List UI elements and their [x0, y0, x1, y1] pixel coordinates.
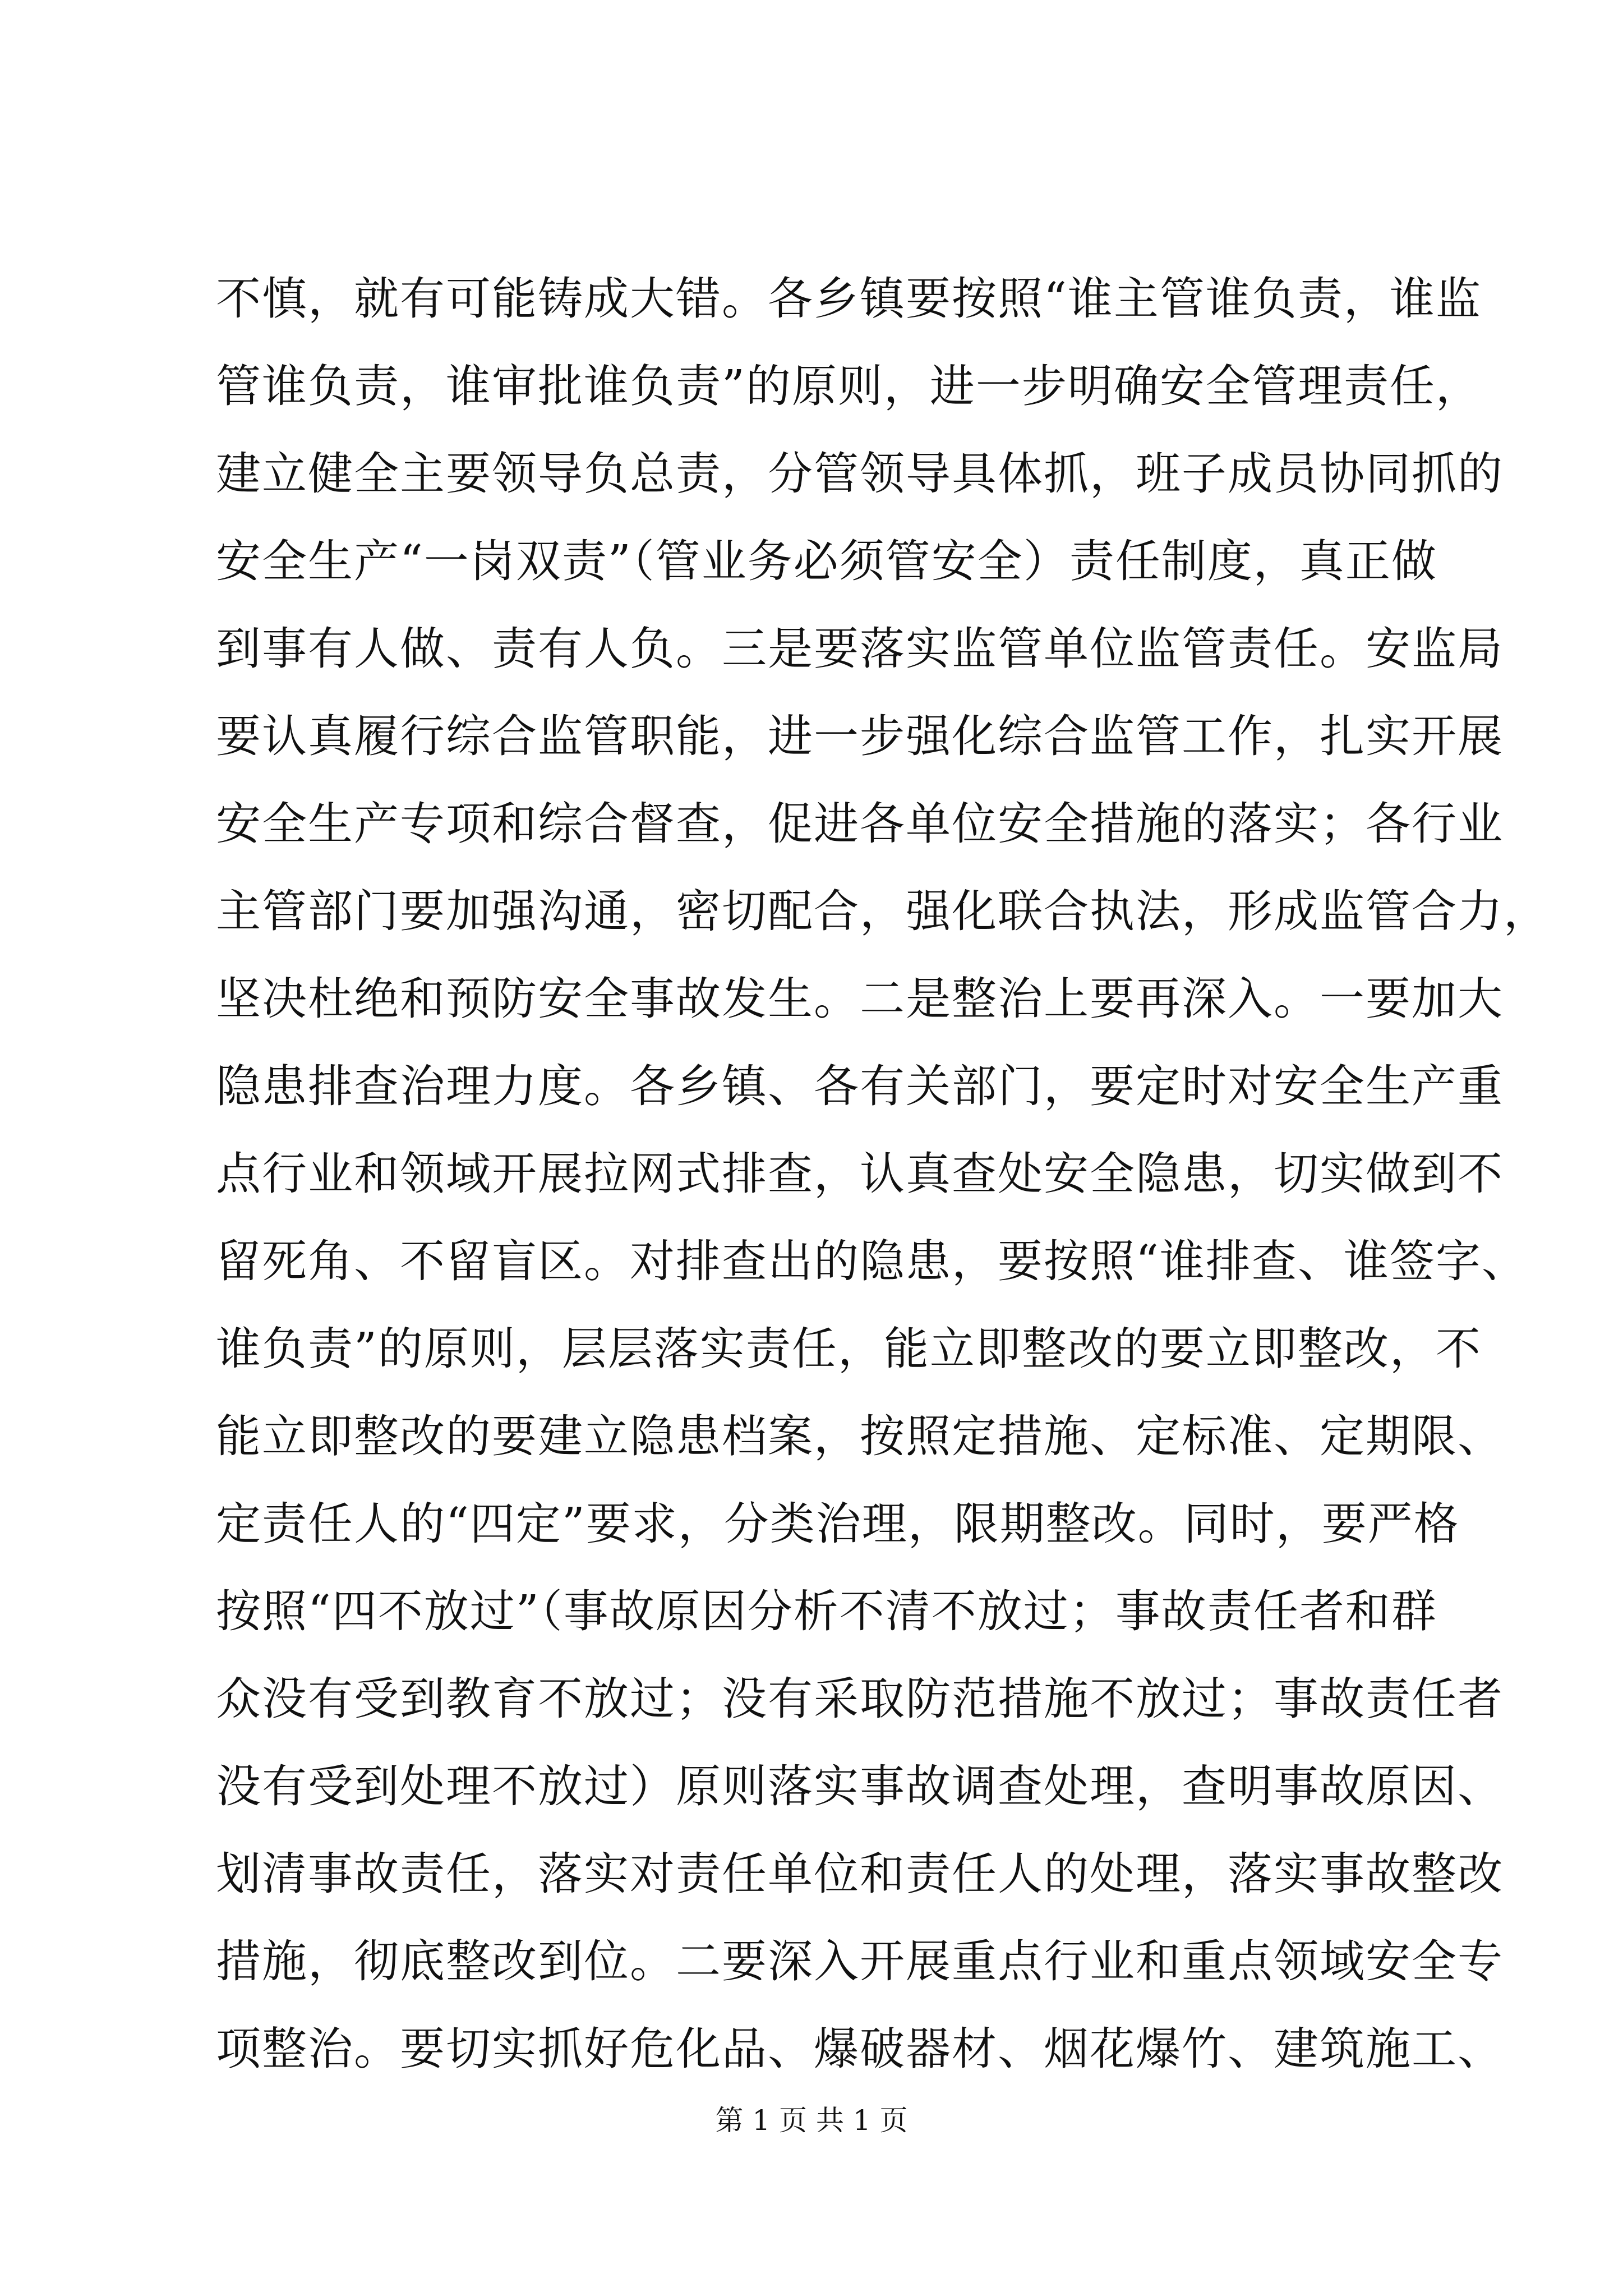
text-line: 留死角、不留盲区。对排查出的隐患，要按照“谁排查、谁签字、: [216, 1235, 1528, 1287]
text-line: 没有受到处理不放过）原则落实事故调查处理，查明事故原因、: [216, 1760, 1504, 1812]
text-line: 安全生产“一岗双责”（管业务必须管安全）责任制度，真正做: [216, 535, 1437, 587]
text-line: 坚决杜绝和预防安全事故发生。二是整治上要再深入。一要加大: [216, 973, 1504, 1025]
text-line: 项整治。要切实抓好危化品、爆破器材、烟花爆竹、建筑施工、: [216, 2023, 1504, 2075]
body-text: [216, 255, 1550, 2093]
text-line: 主管部门要加强沟通，密切配合，强化联合执法，形成监管合力，: [216, 885, 1550, 937]
page-footer: [0, 2101, 1623, 2140]
text-line: 定责任人的“四定”要求，分类治理，限期整改。同时，要严格: [216, 1498, 1460, 1550]
text-line: 隐患排查治理力度。各乡镇、各有关部门，要定时对安全生产重: [216, 1060, 1504, 1112]
text-line: 到事有人做、责有人负。三是要落实监管单位监管责任。安监局: [216, 623, 1504, 675]
text-line: 众没有受到教育不放过；没有采取防范措施不放过；事故责任者: [216, 1673, 1504, 1725]
text-line: 能立即整改的要建立隐患档案，按照定措施、定标准、定期限、: [216, 1410, 1504, 1462]
text-line: 建立健全主要领导负总责，分管领导具体抓，班子成员协同抓的: [216, 448, 1504, 500]
text-line: 管谁负责，谁审批谁负责”的原则，进一步明确安全管理责任，: [216, 360, 1482, 412]
text-line: 措施，彻底整改到位。二要深入开展重点行业和重点领域安全专: [216, 1935, 1504, 1987]
text-line: 安全生产专项和综合督查，促进各单位安全措施的落实；各行业: [216, 798, 1504, 850]
page-number-label: 第 1 页 共 1 页: [715, 2104, 908, 2137]
text-line: 点行业和领域开展拉网式排查，认真查处安全隐患，切实做到不: [216, 1148, 1504, 1200]
text-line: 谁负责”的原则，层层落实责任，能立即整改的要立即整改，不: [216, 1323, 1482, 1375]
text-line: 不慎，就有可能铸成大错。各乡镇要按照“谁主管谁负责，谁监: [216, 273, 1482, 325]
text-line: 按照“四不放过”（事故原因分析不清不放过；事故责任者和群: [216, 1585, 1437, 1637]
text-line: 要认真履行综合监管职能，进一步强化综合监管工作，扎实开展: [216, 710, 1504, 762]
text-line: 划清事故责任，落实对责任单位和责任人的处理，落实事故整改: [216, 1848, 1504, 1900]
